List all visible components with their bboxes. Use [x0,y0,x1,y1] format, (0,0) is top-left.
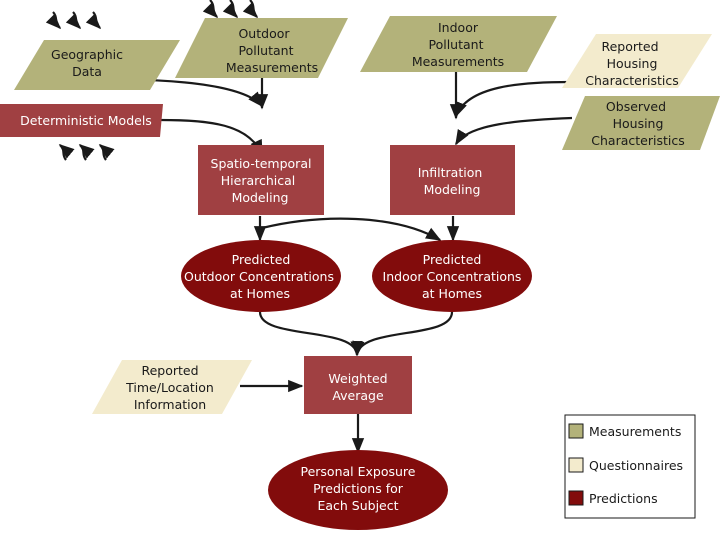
node-geographic-data [14,40,180,90]
label: Measurements [411,54,505,69]
legend-swatch-predictions [569,491,583,505]
input-squiggle [93,12,100,28]
label: at Homes [230,286,290,301]
label: Spatio-temporal [210,156,312,171]
node-predicted-indoor [372,240,532,312]
label: at Homes [422,286,482,301]
edge-pred-indoor-to-weighted [357,312,452,355]
input-squiggle [73,12,80,28]
node-outdoor-measurements [175,18,348,78]
label: Outdoor [238,26,290,41]
node-spatiotemporal-modeling [198,145,324,215]
svg-text:Personal ExposurePredictions f [301,464,416,513]
label: Characteristics [591,133,685,148]
label: Infiltration [417,165,483,180]
label: Housing [612,116,664,131]
label: Hierarchical [220,173,296,188]
label: Information [133,397,207,412]
legend-label-predictions: Predictions [589,491,658,506]
input-squiggle [60,145,66,160]
label: Deterministic Models [20,113,152,128]
node-indoor-measurements [360,16,557,72]
node-predicted-outdoor [181,240,341,312]
label: Average [332,388,384,403]
legend-swatch-questionnaires [569,458,583,472]
label: Predicted [231,252,291,267]
label: Personal Exposure [300,464,416,479]
label: Indoor Concentrations [382,269,522,284]
legend-label-measurements: Measurements [589,424,682,439]
node-weighted-average [304,356,412,414]
node-observed-housing [562,96,720,150]
label: Reported [601,39,659,54]
node-deterministic-models [0,104,163,137]
edge-observed-housing-to-infiltration [456,118,572,144]
input-squiggle [80,145,86,160]
label: Modeling [423,182,481,197]
label: Predictions for [313,481,403,496]
label: Characteristics [585,73,679,88]
label: Observed [605,99,667,114]
legend-label-questionnaires: Questionnaires [589,458,684,473]
input-squiggle [100,145,106,160]
node-infiltration-modeling [390,145,515,215]
label: Weighted [328,371,388,386]
node-reported-time-location [92,360,252,414]
input-squiggle [230,0,237,17]
label: Each Subject [317,498,399,513]
edge-reported-housing-to-infiltration [456,82,570,116]
input-squiggle [210,0,217,17]
label: Measurements [225,60,319,75]
input-squiggle [250,0,257,17]
label: Data [72,64,102,79]
label: Pollutant [428,37,484,52]
label: Outdoor Concentrations [184,269,334,284]
input-squiggle [53,12,60,28]
label: Indoor [438,20,478,35]
edge-spatiotemporal-to-pred-indoor [262,219,440,240]
label: Housing [606,56,658,71]
node-reported-housing [562,34,712,88]
label: Time/Location [126,380,214,395]
label: Pollutant [238,43,294,58]
legend-swatch-measurements [569,424,583,438]
node-personal-exposure [268,450,448,530]
label: Geographic [51,47,123,62]
label: Reported [141,363,199,378]
legend [565,415,695,518]
edge-pred-outdoor-to-weighted [260,312,357,355]
label: Predicted [422,252,482,267]
label: Modeling [231,190,289,205]
